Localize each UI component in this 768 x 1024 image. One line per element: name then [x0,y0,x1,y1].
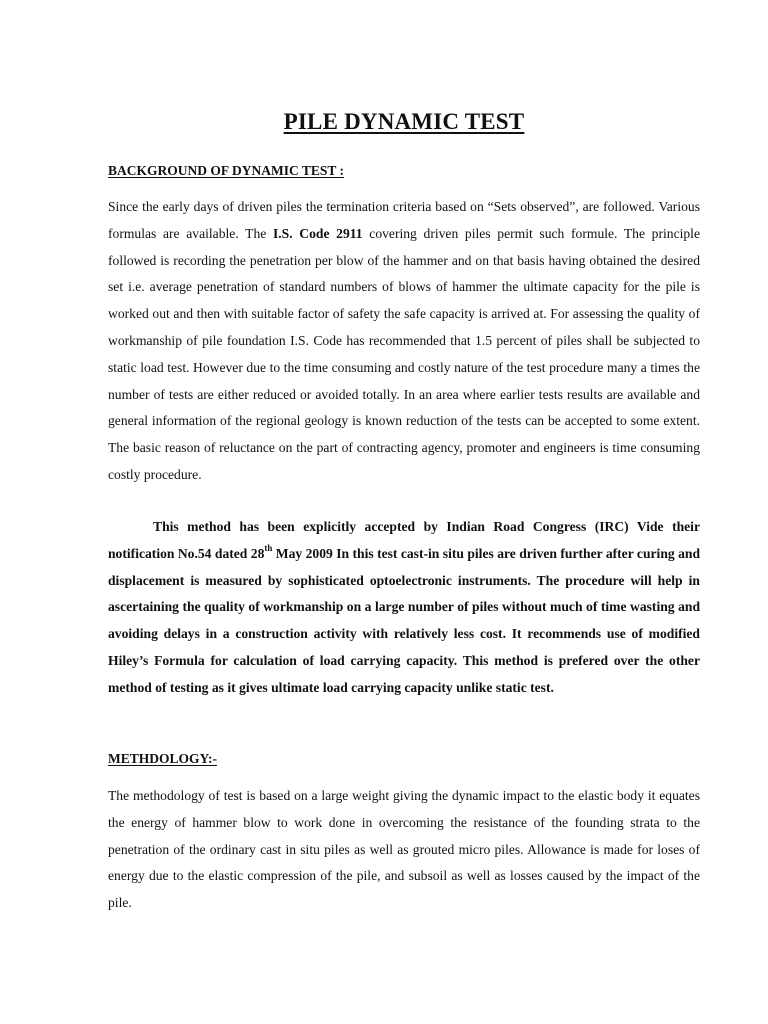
irc-paragraph [108,514,700,702]
methodology-heading: METHDOLOGY:- [108,751,218,766]
document-title: PILE DYNAMIC TEST [283,109,525,134]
date-superscript: th [264,543,273,554]
irc-text-part2: May 2009 In this test cast-in situ piles are driven further after curing and displacement is measured by sophisticated optoelectronic instruments. The procedure will help in ascertaining the quality of workmanship on a large number of piles without much of time wasting and avoiding delays in a construction activity with relatively less cost. It recommends use of modified Hiley’s Formula for calculation of load carrying capacity. This method is prefered over the other method of testing as it gives ultimate load carrying capacity unlike static test. [108,545,701,695]
background-paragraph [108,194,700,489]
background-text-part1: Since the early days of driven piles the termination criteria based on “Sets observed”, are followed. Various formulas are available. The [108,199,700,241]
is-code-reference: I.S. Code 2911 [272,225,363,241]
background-text-part2: covering driven piles permit such formule. The principle followed is recording the penetration per blow of the hammer and on that basis having obtained the desired set i.e. average penetration of standard numbers of blows of hammer the ultimate capacity for the pile is worked out and then with suitable factor of safety the safe capacity is arrived at. For assessing the quality of workmanship of pile foundation I.S. Code has recommended that 1.5 percent of piles shall be subjected to static load test. However due to the time consuming and costly nature of the test procedure many a times the number of tests are either reduced or avoided totally. In an area where earlier tests results are available and general information of the regional geology is known reduction of the tests can be accepted to some extent. The basic reason of reluctance on the part of contracting agency, promoter and engineers is time consuming costly procedure. [108,225,700,482]
methodology-paragraph: The methodology of test is based on a large weight giving the dynamic impact to the elastic body it equates the energy of hammer blow to work done in overcoming the resistance of the founding strata to the penetration of the ordinary cast in situ piles as well as grouted micro piles. Allowance is made for loses of energy due to the elastic compression of the pile, and subsoil as well as losses caused by the impact of the pile. [108,788,700,911]
irc-text-part1: This method has been explicitly accepted by Indian Road Congress (IRC) Vide their notification No.54 dated 28 [108,519,700,561]
background-heading: BACKGROUND OF DYNAMIC TEST : [108,163,345,178]
